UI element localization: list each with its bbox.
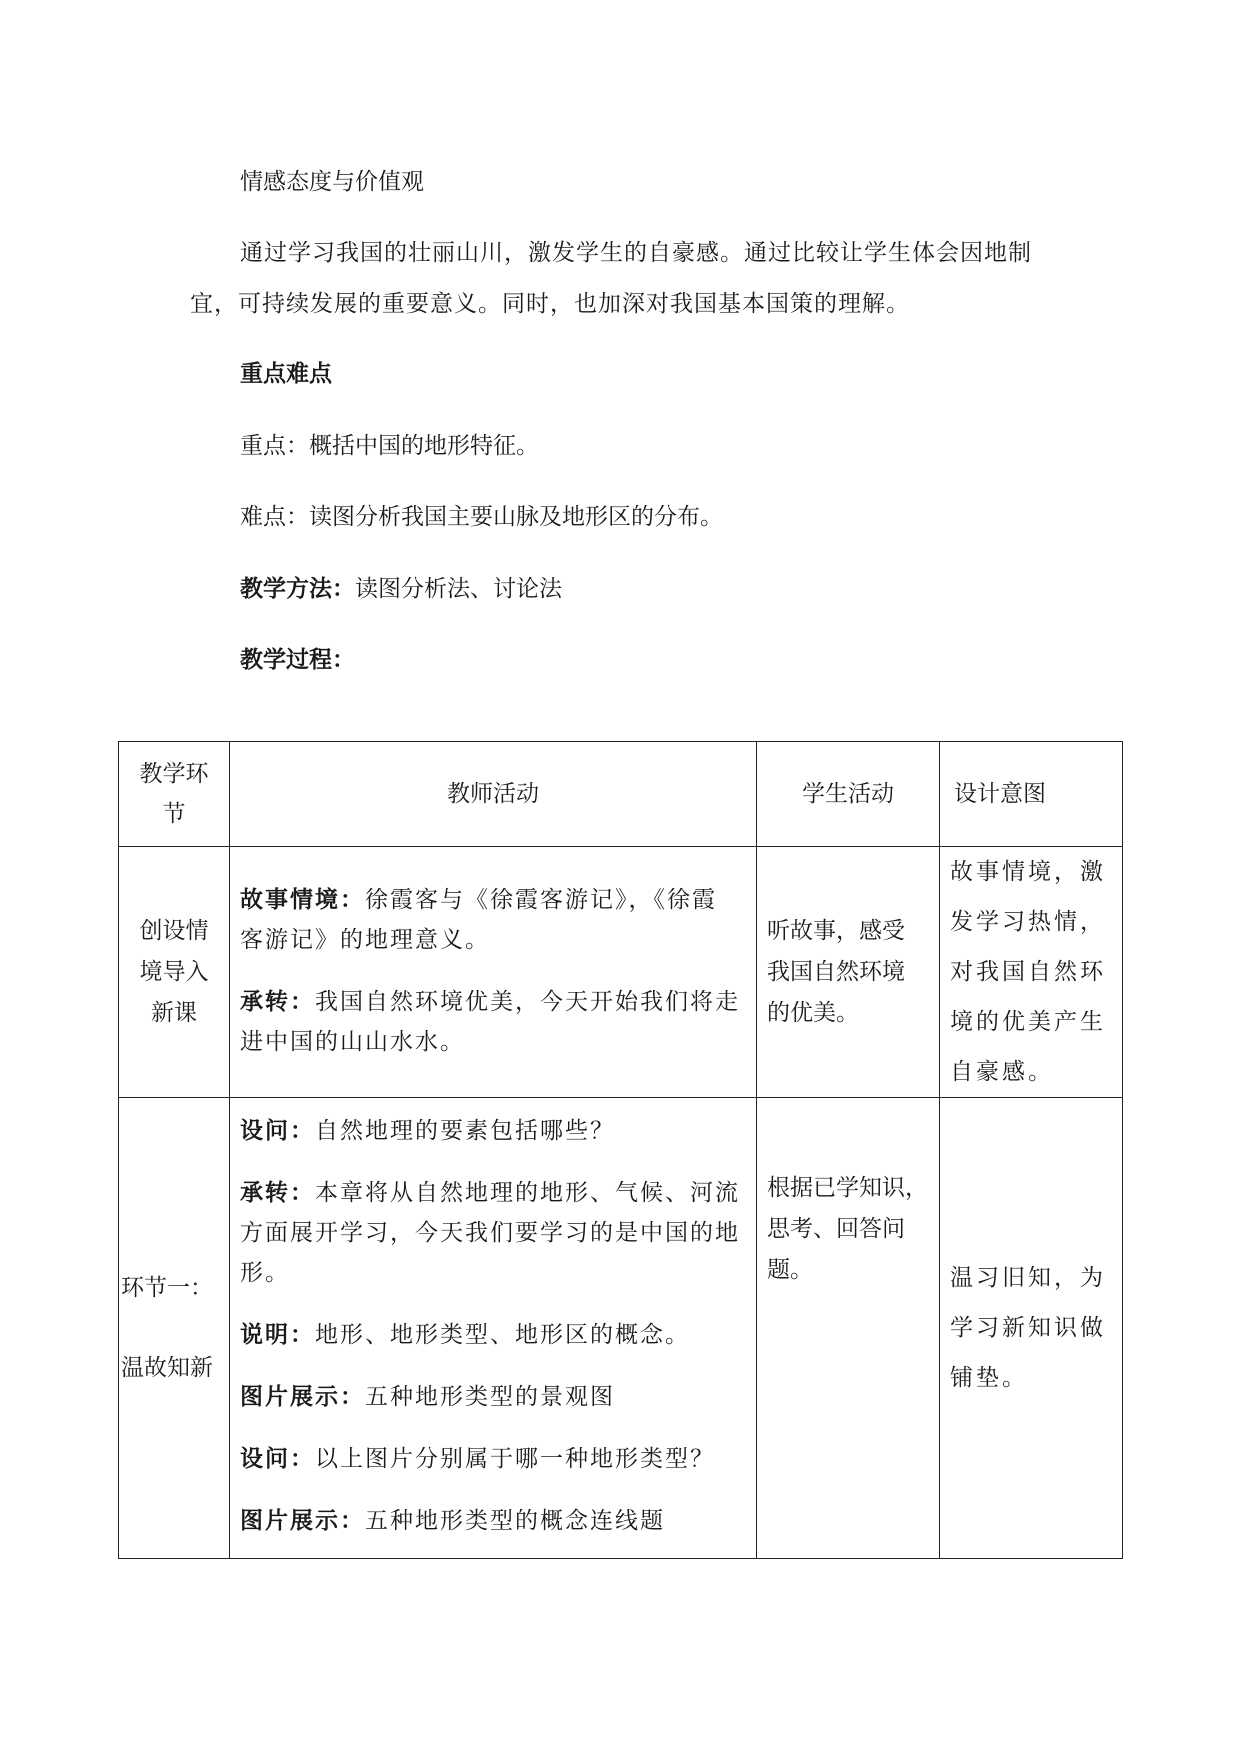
teaching-process-heading: 教学过程： — [240, 646, 355, 673]
design-line: 铺垫。 — [950, 1365, 1028, 1391]
design-line: 自豪感。 — [950, 1059, 1054, 1085]
design-line: 故事情境，激 — [950, 859, 1106, 885]
teacher-activity-item — [240, 1439, 746, 1479]
emotion-heading: 情感态度与价值观 — [240, 169, 424, 195]
emotion-text-line2: 宜，可持续发展的重要意义。同时，也加深对我国基本国策的理解。 — [190, 291, 910, 317]
item-label: 设问： — [240, 1445, 315, 1472]
item-text: 五种地形类型的概念连线题 — [365, 1508, 665, 1534]
difficult-point: 难点：读图分析我国主要山脉及地形区的分布。 — [240, 504, 723, 530]
item-text-cont: 形。 — [240, 1260, 290, 1286]
item-text: 自然地理的要素包括哪些？ — [315, 1118, 615, 1144]
student-line: 的优美。 — [767, 999, 859, 1026]
key-point: 重点：概括中国的地形特征。 — [240, 433, 539, 459]
teacher-activity-item — [240, 1501, 746, 1541]
item-text-cont: 客游记》的地理意义。 — [240, 927, 490, 953]
row1-teacher — [230, 847, 757, 1098]
item-label: 设问： — [240, 1117, 315, 1144]
design-line: 发学习热情， — [950, 909, 1106, 935]
row2-teacher — [230, 1098, 757, 1559]
teacher-activity-item — [240, 1315, 746, 1355]
header-stage-line2: 节 — [162, 801, 186, 827]
table-header-row — [119, 742, 1123, 847]
teaching-method-label: 教学方法： — [240, 575, 355, 602]
student-line: 听故事，感受 — [767, 917, 905, 944]
student-line: 根据已学知识， — [767, 1175, 928, 1201]
key-difficult-heading: 重点难点 — [240, 360, 332, 387]
design-line: 学习新知识做 — [950, 1315, 1106, 1341]
header-student-label: 学生活动 — [802, 781, 894, 807]
teacher-activity-item — [240, 1173, 746, 1293]
header-teacher-label: 教师活动 — [447, 781, 539, 807]
header-design-label: 设计意图 — [954, 781, 1046, 807]
header-stage — [119, 742, 230, 847]
student-line: 题。 — [767, 1257, 813, 1283]
row1-stage-line: 新课 — [151, 999, 197, 1026]
item-text: 五种地形类型的景观图 — [365, 1384, 615, 1410]
teaching-method-value: 读图分析法、讨论法 — [355, 576, 562, 602]
header-stage-line1: 教学环 — [139, 761, 209, 787]
student-line: 思考、回答问 — [767, 1216, 905, 1242]
row1-stage-line: 境导入 — [139, 958, 209, 985]
row2-student — [757, 1098, 940, 1559]
row1-student — [757, 847, 940, 1098]
row2-stage — [119, 1098, 230, 1559]
item-text: 地形、地形类型、地形区的概念。 — [315, 1322, 690, 1348]
row2-stage-line: 温故知新 — [121, 1355, 213, 1381]
item-text: 我国自然环境优美，今天开始我们将走 — [315, 989, 740, 1015]
row1-design — [940, 847, 1123, 1098]
table-row — [119, 847, 1123, 1098]
item-label: 故事情境： — [240, 886, 365, 913]
item-text: 本章将从自然地理的地形、气候、河流 — [315, 1180, 740, 1206]
row1-stage-line: 创设情 — [139, 917, 209, 944]
design-line: 对我国自然环 — [950, 959, 1106, 985]
item-label: 说明： — [240, 1321, 315, 1348]
teacher-activity-item — [240, 1111, 746, 1151]
teacher-activity-item — [240, 1377, 746, 1417]
lesson-plan-table — [118, 741, 1123, 1559]
emotion-text-line1: 通过学习我国的壮丽山川，激发学生的自豪感。通过比较让学生体会因地制 — [240, 240, 1032, 266]
student-line: 我国自然环境 — [767, 958, 905, 985]
item-text: 徐霞客与《徐霞客游记》，《徐霞 — [365, 887, 717, 913]
item-text-cont: 进中国的山山水水。 — [240, 1029, 465, 1055]
item-text: 以上图片分别属于哪一种地形类型？ — [315, 1446, 715, 1472]
header-design — [940, 742, 1123, 847]
table-row — [119, 1098, 1123, 1559]
header-student — [757, 742, 940, 847]
teacher-activity-item — [240, 982, 746, 1062]
design-line: 境的优美产生 — [950, 1009, 1106, 1035]
header-teacher — [230, 742, 757, 847]
teacher-activity-item — [240, 880, 746, 960]
item-text-cont: 方面展开学习，今天我们要学习的是中国的地 — [240, 1220, 740, 1246]
item-label: 图片展示： — [240, 1383, 365, 1410]
row2-design — [940, 1098, 1123, 1559]
design-line: 温习旧知，为 — [950, 1265, 1106, 1291]
item-label: 承转： — [240, 1179, 315, 1206]
teaching-method — [240, 573, 562, 605]
row2-stage-line: 环节一： — [121, 1275, 213, 1301]
item-label: 承转： — [240, 988, 315, 1015]
row1-stage — [119, 847, 230, 1098]
item-label: 图片展示： — [240, 1507, 365, 1534]
